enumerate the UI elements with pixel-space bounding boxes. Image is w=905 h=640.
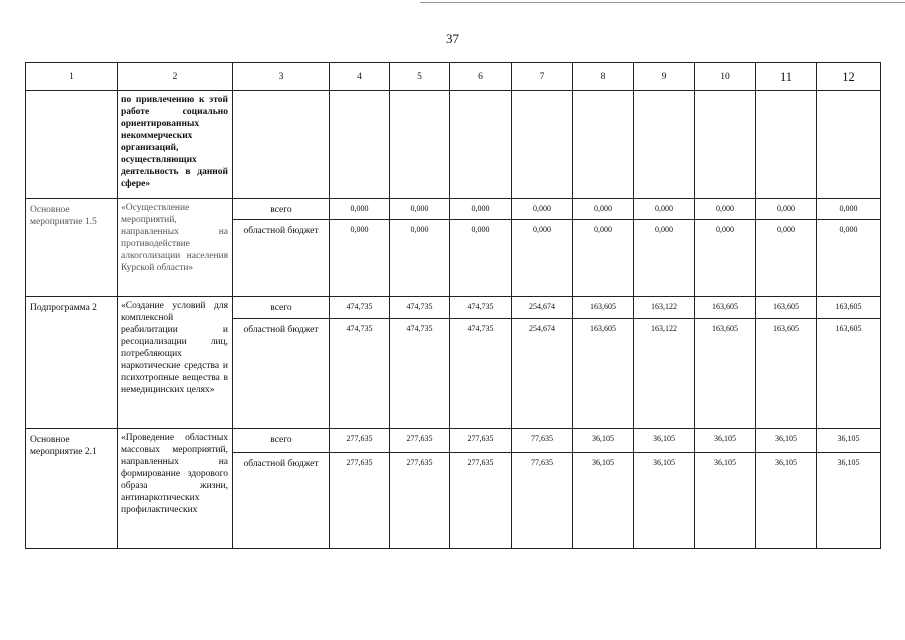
budget-table: [25, 62, 881, 549]
value-cell: 0,000: [573, 220, 634, 297]
empty-cell: [817, 91, 881, 199]
value-cell: 0,000: [512, 220, 573, 297]
header-cell: 10: [695, 63, 756, 91]
value-cell: 0,000: [390, 220, 450, 297]
header-cell: 3: [233, 63, 330, 91]
header-row: [26, 63, 881, 91]
value-cell: 163,605: [573, 297, 634, 319]
value-cell: 474,735: [330, 319, 390, 429]
value-cell: 474,735: [390, 319, 450, 429]
value-cell: 254,674: [512, 297, 573, 319]
value-cell: 36,105: [634, 453, 695, 549]
value-cell: 0,000: [817, 220, 881, 297]
empty-cell: [390, 91, 450, 199]
header-cell: 12: [817, 63, 881, 91]
header-cell: 9: [634, 63, 695, 91]
page-number: 37: [446, 31, 459, 46]
activity-label: Основное мероприятие 2.1: [26, 429, 118, 549]
value-cell: 163,122: [634, 297, 695, 319]
value-cell: 277,635: [390, 429, 450, 453]
continuation-row: [26, 91, 881, 199]
value-cell: 0,000: [573, 199, 634, 220]
activity-label: Подпрограмма 2: [26, 297, 118, 429]
table-row: [26, 429, 881, 453]
funding-source: всего: [233, 429, 330, 453]
value-cell: 163,605: [817, 297, 881, 319]
table-row: [26, 199, 881, 220]
funding-source: областной бюджет: [233, 453, 330, 549]
value-cell: 277,635: [450, 429, 512, 453]
funding-source: областной бюджет: [233, 319, 330, 429]
value-cell: 36,105: [573, 429, 634, 453]
value-cell: 0,000: [695, 220, 756, 297]
value-cell: 277,635: [330, 453, 390, 549]
funding-source: всего: [233, 297, 330, 319]
value-cell: 0,000: [634, 220, 695, 297]
empty-cell: [512, 91, 573, 199]
funding-source: областной бюджет: [233, 220, 330, 297]
value-cell: 163,605: [756, 319, 817, 429]
value-cell: 36,105: [573, 453, 634, 549]
value-cell: 163,605: [695, 297, 756, 319]
value-cell: 0,000: [756, 199, 817, 220]
value-cell: 36,105: [695, 429, 756, 453]
empty-cell: [26, 91, 118, 199]
value-cell: 474,735: [450, 319, 512, 429]
value-cell: 77,635: [512, 453, 573, 549]
table-row: [26, 297, 881, 319]
header-cell: 8: [573, 63, 634, 91]
header-cell: 6: [450, 63, 512, 91]
value-cell: 0,000: [450, 199, 512, 220]
empty-cell: [330, 91, 390, 199]
value-cell: 474,735: [450, 297, 512, 319]
header-cell: 4: [330, 63, 390, 91]
activity-label: Основное мероприятие 1.5: [26, 199, 118, 297]
value-cell: 163,122: [634, 319, 695, 429]
value-cell: 474,735: [330, 297, 390, 319]
activity-description: «Осуществление мероприятий, направленных на противодействие алкоголизации населения Курской области»: [118, 199, 233, 297]
activity-description: «Проведение областных массовых мероприятий, направленных на формирование здорового образа жизни, антинаркотических профилактических: [118, 429, 233, 549]
value-cell: 0,000: [756, 220, 817, 297]
empty-cell: [450, 91, 512, 199]
empty-cell: [233, 91, 330, 199]
value-cell: 36,105: [695, 453, 756, 549]
value-cell: 36,105: [756, 429, 817, 453]
value-cell: 0,000: [330, 199, 390, 220]
value-cell: 277,635: [330, 429, 390, 453]
empty-cell: [756, 91, 817, 199]
header-cell: 1: [26, 63, 118, 91]
empty-cell: [695, 91, 756, 199]
value-cell: 277,635: [450, 453, 512, 549]
value-cell: 163,605: [573, 319, 634, 429]
value-cell: 474,735: [390, 297, 450, 319]
continuation-description: по привлечению к этой работе социально ориентированных некоммерческих организаций, осуществляющих деятельность в данной сфере»: [118, 91, 233, 199]
value-cell: 0,000: [390, 199, 450, 220]
value-cell: 36,105: [817, 453, 881, 549]
header-cell: 7: [512, 63, 573, 91]
header-cell: 11: [756, 63, 817, 91]
value-cell: 254,674: [512, 319, 573, 429]
value-cell: 277,635: [390, 453, 450, 549]
value-cell: 36,105: [817, 429, 881, 453]
empty-cell: [573, 91, 634, 199]
value-cell: 0,000: [330, 220, 390, 297]
value-cell: 0,000: [512, 199, 573, 220]
value-cell: 77,635: [512, 429, 573, 453]
value-cell: 0,000: [450, 220, 512, 297]
value-cell: 163,605: [756, 297, 817, 319]
value-cell: 36,105: [756, 453, 817, 549]
header-cell: 5: [390, 63, 450, 91]
value-cell: 36,105: [634, 429, 695, 453]
value-cell: 0,000: [695, 199, 756, 220]
header-cell: 2: [118, 63, 233, 91]
funding-source: всего: [233, 199, 330, 220]
scan-top-line: [420, 2, 905, 3]
value-cell: 0,000: [817, 199, 881, 220]
budget-table-container: [25, 62, 880, 549]
value-cell: 0,000: [634, 199, 695, 220]
empty-cell: [634, 91, 695, 199]
value-cell: 163,605: [695, 319, 756, 429]
activity-description: «Создание условий для комплексной реабилитации и ресоциализации лиц, потребляющих наркотические средства и психотропные вещества в немедицинских целях»: [118, 297, 233, 429]
value-cell: 163,605: [817, 319, 881, 429]
